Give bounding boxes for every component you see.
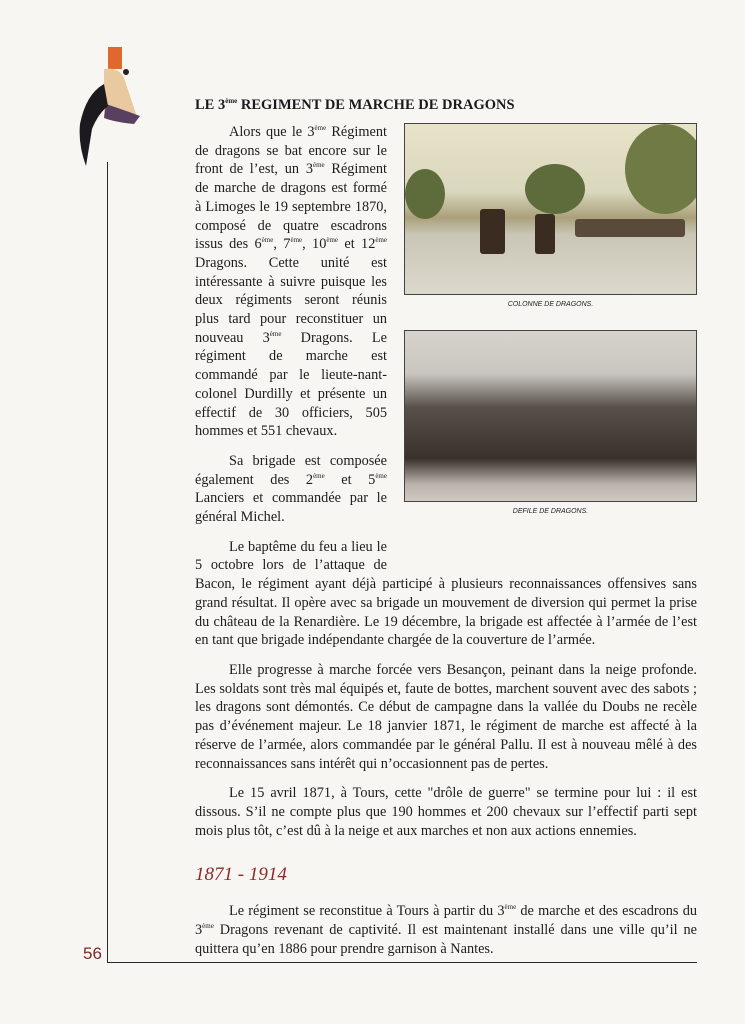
section-heading: 1871 - 1914 xyxy=(195,864,287,886)
ordinal-suffix: ème xyxy=(326,236,339,245)
photo-dragoon-parade xyxy=(404,330,697,502)
text-run: Lanciers et commandée par le général Michel. xyxy=(195,490,387,526)
text-run: Dragons revenant de captivité. Il est maintenant installé dans une ville qu’il ne quittera qu’en 1886 pour prendre garnison à Nantes. xyxy=(195,922,697,957)
text-run: , 10 xyxy=(302,236,327,253)
text-run: et 12 xyxy=(338,236,376,253)
ordinal-suffix: ème xyxy=(202,922,214,931)
text-run: Alors que le 3 xyxy=(229,124,315,140)
ordinal-suffix: ème xyxy=(314,124,327,132)
figure-caption: COLONNE DE DRAGONS. xyxy=(507,301,594,308)
text-run: Dragons. Le régiment de marche est commandé par le lieute-nant-colonel Durdilly et présente un effectif de 30 officiers, 505 hommes et 551 chevaux. xyxy=(195,329,387,440)
text-run: Régiment de dragons se bat encore sur le front de l’est, un 3 xyxy=(195,124,387,178)
text-run: Le baptême du feu a lieu le 5 octobre lors de l’attaque de Bacon, le régiment ayant déjà participé à plusieurs reconnaissances offensives sans grand résultat. Il opère avec sa brigade un mouvement de diversion qui permet la prise du château de la Renardière. Le 19 décembre, la brigade est affectée à l’armée de l’est en tant que brigade indépendante chargée de la couverture de l’armée. xyxy=(195,538,697,649)
paragraph xyxy=(195,784,697,840)
paragraph xyxy=(195,902,697,958)
text-run: Elle progresse à marche forcée vers Besançon, peinant dans la neige profonde. Les soldats sont très mal équipés et, faute de bottes, marchent souvent avec des sabots ; les dragons sont démontés. Ce début de campagne dans la vallée du Doubs ne recèle pas d’événement majeur. Le 18 janvier 1871, le régiment de marche est affecté à la réserve de l’armée, alors commandée par le général Pallu. Il est à nouveau mêlé à des reconnaissances sans intérêt qui n’occasionnent pas de pertes. xyxy=(195,661,697,772)
text-run: , 7 xyxy=(273,236,291,253)
text-run: de marche et des escadrons du 3 xyxy=(195,903,697,939)
ordinal-suffix: ème xyxy=(269,329,282,338)
ordinal-suffix: ème xyxy=(290,236,303,245)
ordinal-suffix: ème xyxy=(313,471,325,480)
figure-caption: DEFILE DE DRAGONS. xyxy=(512,508,589,515)
figure-column xyxy=(395,123,697,559)
dragoon-helmet-illustration xyxy=(74,44,144,169)
article-title: LE 3ème REGIMENT DE MARCHE DE DRAGONS xyxy=(195,97,515,113)
text-run: Le régiment se reconstitue à Tours à partir du 3 xyxy=(229,903,505,920)
ordinal-suffix: ème xyxy=(375,471,387,480)
text-run: Sa brigade est composée également des 2 xyxy=(195,452,387,488)
ordinal-suffix: ème xyxy=(504,903,517,912)
text-run: Régiment de marche de dragons est formé à Limoges le 19 septembre 1870, composé de quatre escadrons issus des 6 xyxy=(195,161,387,253)
margin-vertical-rule xyxy=(107,162,108,963)
text-run: Dragons. Cette unité est intéressante à suivre puisque les deux régiments seront réunis plus tard pour reconstituer un nouveau 3 xyxy=(195,254,387,346)
article xyxy=(195,97,697,969)
page-number: 56 xyxy=(83,944,102,963)
photo-dragoon-column xyxy=(404,123,697,295)
ordinal-suffix: ème xyxy=(312,161,325,170)
ordinal-suffix: ème xyxy=(261,236,274,245)
paragraph xyxy=(195,661,697,773)
ordinal-suffix: ème xyxy=(375,236,388,245)
body-text-bottom xyxy=(195,902,697,958)
text-run: Le 15 avril 1871, à Tours, cette "drôle de guerre" se termine pour lui : il est dissous. S’il ne compte plus que 190 hommes et 200 chevaux sur l’effectif parti sept mois plus tôt, c’est dû à la neige et aux marches et non aux actions ennemies. xyxy=(195,785,697,839)
text-run: et 5 xyxy=(324,471,376,488)
